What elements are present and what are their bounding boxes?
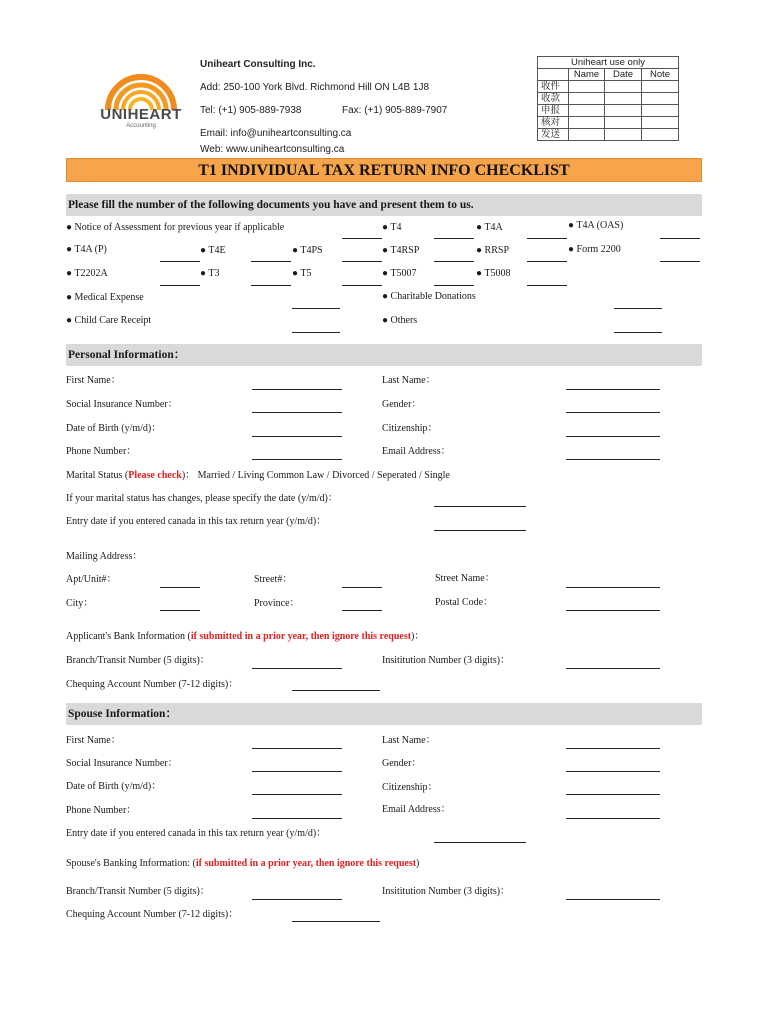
use-only-row-label: 收款 (538, 93, 569, 105)
use-only-cell[interactable] (605, 105, 642, 117)
personal-first-name-label: First Name： (66, 375, 121, 386)
personal-gender-field[interactable] (566, 412, 660, 413)
personal-citizenship-field[interactable] (566, 436, 660, 437)
personal-street-name-label: Street Name： (435, 573, 495, 584)
personal-street-no-field[interactable] (342, 587, 382, 588)
personal-city-label: City： (66, 598, 94, 609)
bank-suffix: )： (411, 631, 425, 642)
use-only-cell[interactable] (569, 129, 605, 141)
doc-t4rsp-label: ● T4RSP (382, 245, 420, 256)
doc-childcare-field[interactable] (292, 332, 340, 333)
personal-heading: Personal Information： (66, 344, 702, 366)
personal-postal-field[interactable] (566, 610, 660, 611)
use-only-cell[interactable] (605, 81, 642, 93)
spouse-bank-ignore-note: if submitted in a prior year, then ignore this request (195, 858, 417, 869)
use-only-row-label: 核对 (538, 117, 569, 129)
personal-first-name-field[interactable] (252, 389, 342, 390)
company-address: Add: 250-100 York Blvd. Richmond Hill ON L4B 1J8 (200, 82, 430, 93)
personal-gender-label: Gender： (382, 399, 422, 410)
company-email: Email: info@uniheartconsulting.ca (200, 128, 352, 139)
personal-chequing-field[interactable] (292, 690, 380, 691)
spouse-citizenship-label: Citizenship： (382, 782, 438, 793)
personal-dob-label: Date of Birth (y/m/d)： (66, 423, 162, 434)
use-only-cell[interactable] (605, 93, 642, 105)
spouse-first-name-label: First Name： (66, 735, 121, 746)
personal-sin-field[interactable] (252, 412, 342, 413)
doc-t4e-field[interactable] (251, 261, 291, 262)
spouse-dob-field[interactable] (252, 794, 342, 795)
logo-text: UNIHEART (100, 106, 182, 123)
personal-phone-label: Phone Number： (66, 446, 137, 457)
doc-t5007-label: ● T5007 (382, 268, 417, 279)
personal-last-name-label: Last Name： (382, 375, 436, 386)
bank-prefix: Applicant's Bank Information ( (66, 631, 191, 642)
spouse-bank-prefix: Spouse's Banking Information: ( (66, 858, 196, 869)
spouse-email-field[interactable] (566, 818, 660, 819)
company-fax: Fax: (+1) 905-889-7907 (342, 105, 448, 116)
use-only-row-label: 申报 (538, 105, 569, 117)
doc-others-field[interactable] (614, 332, 662, 333)
doc-t4-label: ● T4 (382, 222, 402, 233)
spouse-entry-date-label: Entry date if you entered canada in this tax return year (y/m/d)： (66, 828, 327, 839)
spouse-heading: Spouse Information： (66, 703, 702, 725)
personal-marital-change-label: If your marital status has changes, please specify the date (y/m/d)： (66, 493, 338, 504)
use-only-cell[interactable] (569, 81, 605, 93)
spouse-sin-label: Social Insurance Number： (66, 758, 178, 769)
spouse-institution-label: Insititution Number (3 digits)： (382, 886, 511, 897)
doc-t3-label: ● T3 (200, 268, 220, 279)
doc-t3-field[interactable] (251, 285, 291, 286)
personal-last-name-field[interactable] (566, 389, 660, 390)
spouse-last-name-field[interactable] (566, 748, 660, 749)
spouse-chequing-label: Chequing Account Number (7-12 digits)： (66, 909, 239, 920)
personal-bank-info (66, 627, 424, 642)
personal-transit-label: Branch/Transit Number (5 digits)： (66, 655, 210, 666)
spouse-sin-field[interactable] (252, 771, 342, 772)
spouse-dob-label: Date of Birth (y/m/d)： (66, 781, 162, 792)
spouse-gender-label: Gender： (382, 758, 422, 769)
doc-t4a-oas-label: ● T4A (OAS) (568, 220, 624, 231)
use-only-cell[interactable] (605, 117, 642, 129)
doc-t4a-oas-field[interactable] (660, 238, 700, 239)
doc-t5-field[interactable] (342, 285, 382, 286)
use-only-row-label: 发送 (538, 129, 569, 141)
doc-t4-field[interactable] (434, 238, 474, 239)
doc-t4a-field[interactable] (527, 238, 567, 239)
use-only-title: Uniheart use only (538, 57, 679, 69)
personal-citizenship-label: Citizenship： (382, 423, 438, 434)
use-only-cell[interactable] (642, 117, 679, 129)
personal-apt-label: Apt/Unit#： (66, 574, 117, 585)
personal-entry-date-field[interactable] (434, 530, 526, 531)
use-only-cell[interactable] (569, 105, 605, 117)
spouse-first-name-field[interactable] (252, 748, 342, 749)
doc-others-label: ● Others (382, 315, 418, 326)
company-name: Uniheart Consulting Inc. (200, 59, 316, 70)
personal-phone-field[interactable] (252, 459, 342, 460)
personal-chequing-label: Chequing Account Number (7-12 digits)： (66, 679, 239, 690)
doc-t5008-label: ● T5008 (476, 268, 511, 279)
doc-charitable-field[interactable] (614, 308, 662, 309)
company-tel: Tel: (+1) 905-889-7938 (200, 105, 302, 116)
marital-options[interactable]: )： Married / Living Common Law / Divorced / Seperated / Single (181, 470, 450, 481)
personal-province-label: Province： (254, 598, 300, 609)
personal-entry-date-label: Entry date if you entered canada in this tax return year (y/m/d)： (66, 516, 327, 527)
personal-apt-field[interactable] (160, 587, 200, 588)
personal-institution-label: Insititution Number (3 digits)： (382, 655, 511, 666)
company-web: Web: www.uniheartconsulting.ca (200, 144, 345, 155)
use-only-col-note: Note (642, 69, 679, 81)
use-only-col-date: Date (605, 69, 642, 81)
spouse-gender-field[interactable] (566, 771, 660, 772)
doc-t5008-field[interactable] (527, 285, 567, 286)
doc-noa-field[interactable] (342, 238, 382, 239)
spouse-transit-field[interactable] (252, 899, 342, 900)
use-only-cell[interactable] (569, 93, 605, 105)
doc-t4a-label: ● T4A (476, 222, 503, 233)
spouse-chequing-field[interactable] (292, 921, 380, 922)
spouse-phone-field[interactable] (252, 818, 342, 819)
personal-sin-label: Social Insurance Number： (66, 399, 178, 410)
personal-dob-field[interactable] (252, 436, 342, 437)
personal-postal-label: Postal Code： (435, 597, 494, 608)
spouse-citizenship-field[interactable] (566, 794, 660, 795)
personal-email-field[interactable] (566, 459, 660, 460)
logo-subtitle: Accounting (126, 123, 156, 129)
use-only-col-name: Name (569, 69, 605, 81)
use-only-cell[interactable] (642, 93, 679, 105)
spouse-last-name-label: Last Name： (382, 735, 436, 746)
doc-form2200-field[interactable] (660, 261, 700, 262)
uniheart-use-only-table (537, 56, 679, 141)
spouse-institution-field[interactable] (566, 899, 660, 900)
personal-marital-change-field[interactable] (434, 506, 526, 507)
personal-street-no-label: Street#： (254, 574, 293, 585)
doc-t4a-p-label: ● T4A (P) (66, 244, 107, 255)
doc-charitable-label: ● Charitable Donations (382, 291, 476, 302)
doc-childcare-label: ● Child Care Receipt (66, 315, 152, 326)
personal-province-field[interactable] (342, 610, 382, 611)
spouse-phone-label: Phone Number： (66, 805, 137, 816)
doc-t4rsp-field[interactable] (434, 261, 474, 262)
doc-t2202a-label: ● T2202A (66, 268, 108, 279)
use-only-cell[interactable] (642, 81, 679, 93)
bank-ignore-note: if submitted in a prior year, then ignore this request (190, 631, 412, 642)
doc-rrsp-field[interactable] (527, 261, 567, 262)
spouse-email-label: Email Address： (382, 804, 451, 815)
doc-t4e-label: ● T4E (200, 245, 226, 256)
use-only-cell[interactable] (642, 129, 679, 141)
personal-marital-status (66, 466, 450, 481)
spouse-entry-date-field[interactable] (434, 842, 526, 843)
marital-check-note: Please check (128, 470, 182, 481)
page-title: T1 INDIVIDUAL TAX RETURN INFO CHECKLIST (66, 158, 702, 182)
doc-medical-label: ● Medical Expense (66, 292, 144, 303)
doc-form2200-label: ● Form 2200 (568, 244, 621, 255)
doc-noa-label: ● Notice of Assessment for previous year if applicable (66, 222, 285, 233)
doc-t5-label: ● T5 (292, 268, 312, 279)
personal-institution-field[interactable] (566, 668, 660, 669)
personal-city-field[interactable] (160, 610, 200, 611)
doc-rrsp-label: ● RRSP (476, 245, 510, 256)
doc-t4ps-field[interactable] (342, 261, 382, 262)
use-only-row-label: 收件 (538, 81, 569, 93)
spouse-transit-label: Branch/Transit Number (5 digits)： (66, 886, 210, 897)
marital-prefix: Marital Status ( (66, 470, 129, 481)
personal-street-name-field[interactable] (566, 587, 660, 588)
spouse-bank-suffix: ) (416, 858, 420, 869)
spouse-bank-info (66, 858, 419, 869)
use-only-cell[interactable] (569, 117, 605, 129)
documents-heading: Please fill the number of the following documents you have and present them to us. (66, 194, 702, 216)
personal-mailing-label: Mailing Address： (66, 551, 143, 562)
doc-t5007-field[interactable] (434, 285, 474, 286)
use-only-cell[interactable] (605, 129, 642, 141)
doc-t4a-p-field[interactable] (160, 261, 200, 262)
use-only-cell[interactable] (642, 105, 679, 117)
doc-t4ps-label: ● T4PS (292, 245, 323, 256)
doc-t2202a-field[interactable] (160, 285, 200, 286)
personal-transit-field[interactable] (252, 668, 342, 669)
doc-medical-field[interactable] (292, 308, 340, 309)
personal-email-label: Email Address： (382, 446, 451, 457)
